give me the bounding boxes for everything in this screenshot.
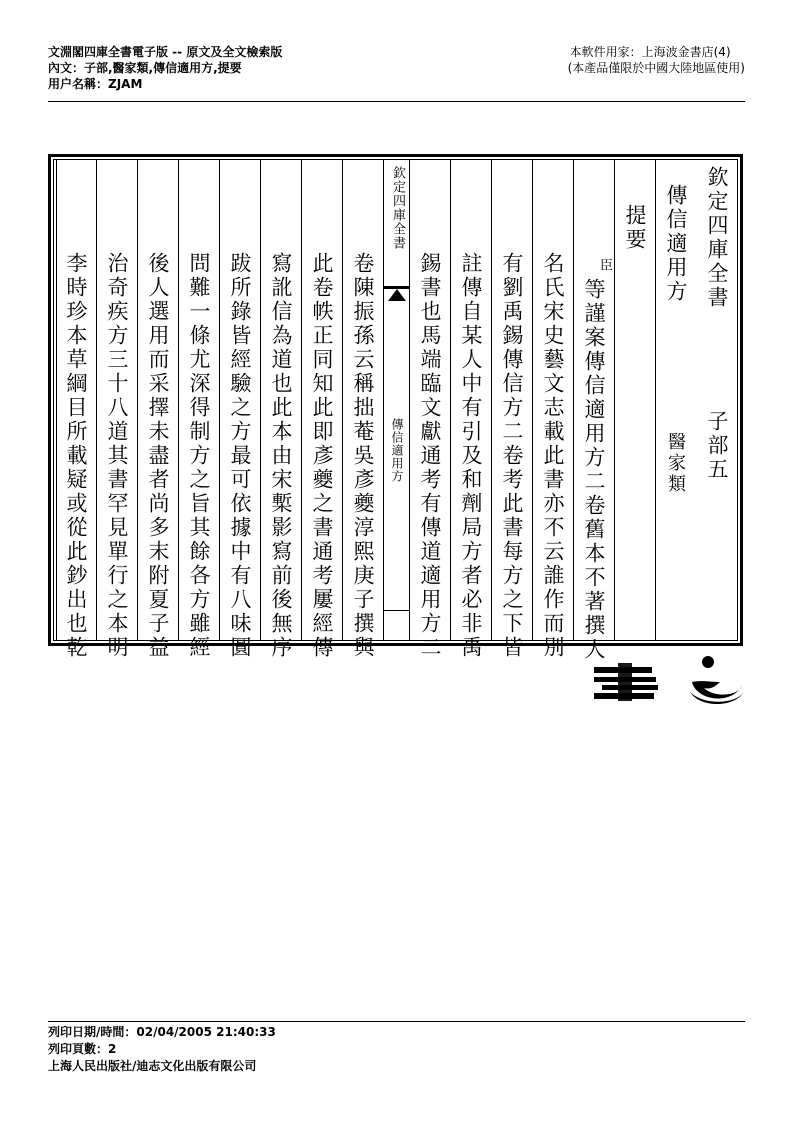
column-text-5: [409, 160, 450, 660]
column-text-6: [342, 160, 383, 660]
footer-print-datetime: 列印日期/時間：02/04/2005 21:40:33: [48, 1025, 276, 1039]
col-category: 醫家類: [665, 432, 686, 495]
header-right: [568, 44, 745, 76]
footer-publisher: 上海人民出版社/迪志文化出版有限公司: [48, 1059, 257, 1073]
footer-divider: [48, 1021, 745, 1022]
footer: [48, 1024, 276, 1075]
column-text-12: [96, 160, 137, 660]
column-tiyao: [614, 160, 655, 640]
column-text-11: [137, 160, 178, 660]
banxin-strip: [383, 160, 409, 640]
banxin-book-title: 傳信適用方: [390, 418, 404, 483]
column-text-7: [301, 160, 342, 660]
column-title: [696, 160, 737, 640]
text-column: 治奇疾方三十八道其書罕見單行之本明: [105, 252, 129, 660]
column-book-title: [655, 160, 696, 640]
col-title-main: 欽定四庫全書: [705, 166, 729, 310]
banxin-title: 欽定四庫全書: [390, 166, 405, 250]
col-tiyao: 提要: [623, 204, 647, 252]
header-content-path: 內文：子部,醫家類,傳信適用方,提要: [48, 61, 242, 75]
text-column: 此卷帙正同知此即彥夔之書通考屢經傳: [310, 252, 334, 660]
header-licensee: 本軟件用家：上海波金書店(4): [569, 45, 731, 59]
text-column: 註傳自某人中有引及和劑局方者必非禹: [459, 252, 483, 660]
text-column: 後人選用而采擇未盡者尚多末附夏子益: [146, 252, 170, 660]
banxin-divider: [384, 610, 409, 611]
text-column: 有劉禹錫傳信方二卷考此書每方之下皆: [500, 252, 524, 660]
column-text-4: [450, 160, 491, 660]
text-column: 寫訛信為道也此本由宋槧影寫前後無序: [269, 252, 293, 660]
col-title-sub: 子部五: [705, 410, 729, 482]
text-column: 李時珍本草綱目所載疑或從此鈔出也乾: [64, 252, 88, 660]
header-divider: [48, 101, 745, 102]
col-chen: 臣: [597, 258, 612, 272]
column-text-2: [532, 160, 573, 660]
publisher-seal-brush-icon: [686, 652, 746, 708]
column-text-13: [56, 160, 96, 660]
column-text-10: [178, 160, 219, 660]
page-frame: [48, 154, 743, 662]
text-column: 跋所錄皆經驗之方最可依據中有八味圓: [228, 252, 252, 660]
header-user: 用户名稱：ZJAM: [48, 77, 143, 91]
text-column: 問難一條尤深得制方之旨其餘各方雖經: [187, 252, 211, 660]
column-text-9: [219, 160, 260, 660]
text-column: 卷陳振孫云稱拙菴吳彥夔淳熙庚子撰與: [351, 252, 375, 660]
publisher-seal-stripes-icon: [594, 663, 658, 701]
text-column: 等謹案傳信適用方二卷舊本不著撰人: [582, 278, 606, 662]
text-column: 名氏宋史藝文志載此書亦不云誰作而別: [541, 252, 565, 660]
column-text-1: [573, 160, 614, 662]
header-restriction: (本產品僅限於中國大陸地區使用): [567, 61, 745, 75]
column-text-3: [491, 160, 532, 660]
page-frame-inner: [53, 159, 738, 662]
footer-print-pages: 列印頁數：2: [48, 1042, 117, 1056]
header-title: 文淵閣四庫全書電子版 -- 原文及全文檢索版: [48, 45, 283, 59]
col-book-title: 傳信適用方: [664, 184, 688, 304]
column-text-8: [260, 160, 301, 660]
fishtail-mark-icon: [388, 289, 406, 301]
header-left: [48, 44, 282, 92]
text-column: 錫書也馬端臨文獻通考有傳道適用方二: [418, 252, 442, 660]
